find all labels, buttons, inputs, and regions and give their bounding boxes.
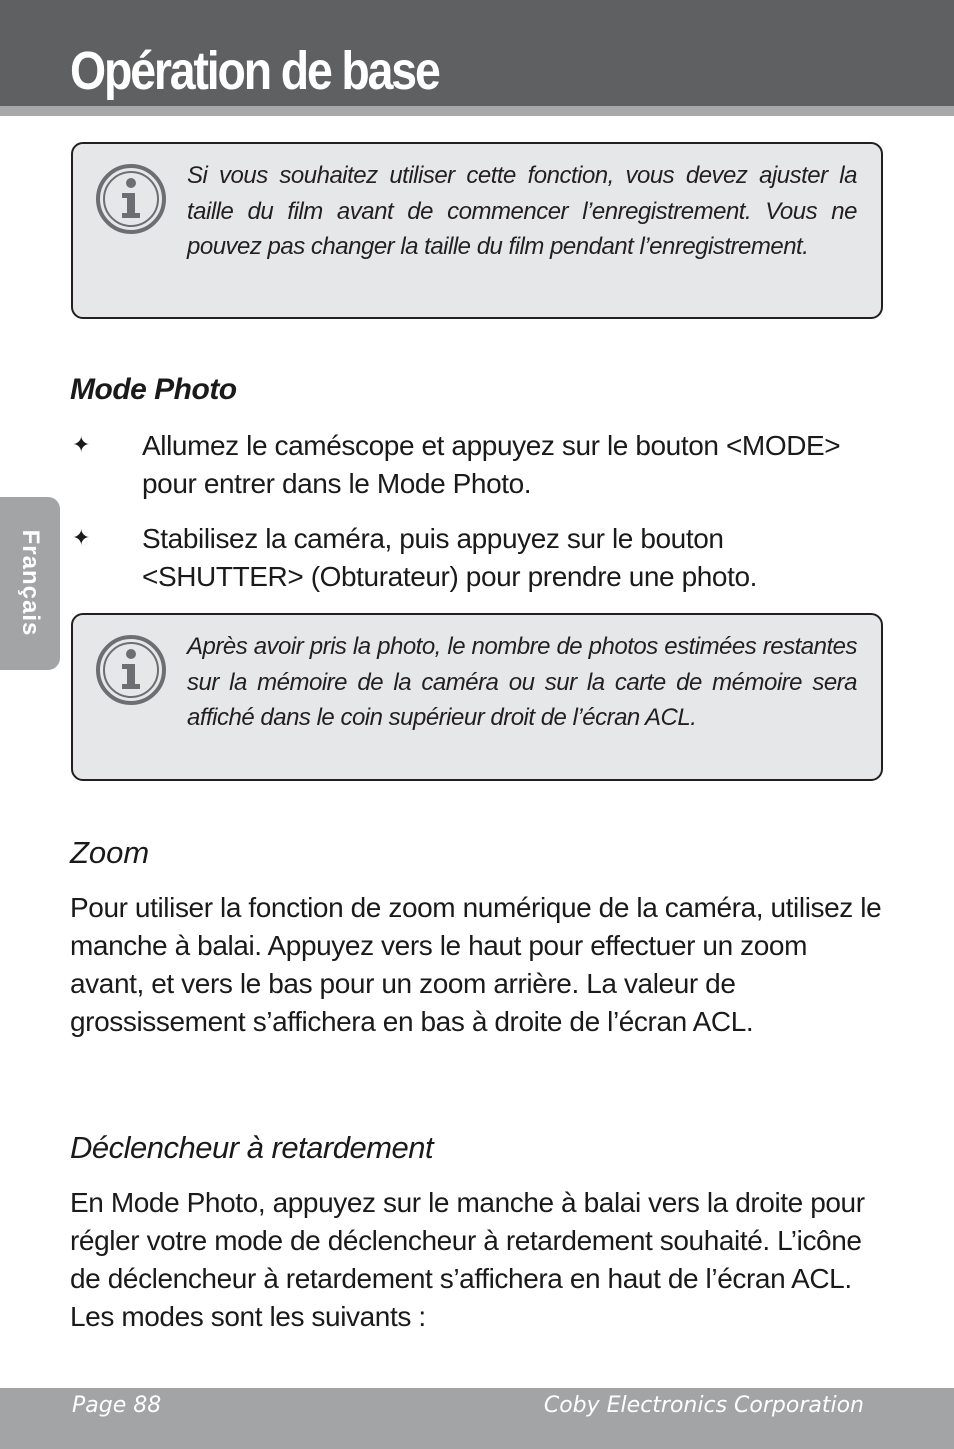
info-icon [95, 634, 167, 706]
section-heading-self-timer: Déclencheur à retardement [70, 1130, 434, 1165]
page-number: Page 88 [72, 1393, 162, 1418]
note-text: Après avoir pris la photo, le nombre de photos estimées restantes sur la mémoire de la caméra ou sur la carte de mémoire sera affiché dans le coin supérieur droit de l’écran ACL. [187, 633, 857, 731]
page-footer [0, 1388, 954, 1449]
page-header [0, 0, 954, 106]
section-heading-mode-photo: Mode Photo [70, 373, 237, 406]
company-name: Coby Electronics Corporation [543, 1393, 864, 1418]
list-item-text: Stabilisez la caméra, puis appuyez sur le bouton <SHUTTER> (Obturateur) pour prendre une photo. [142, 523, 758, 592]
language-tab [0, 497, 60, 670]
page-title: Opération de base [70, 41, 439, 101]
language-tab-label: Français [17, 529, 44, 637]
info-icon [95, 163, 167, 235]
zoom-paragraph: Pour utiliser la fonction de zoom numérique de la caméra, utilisez le manche à balai. Appuyez vers le haut pour effectuer un zoom avant, et vers le bas pour un zoom arrière. La valeur de grossissement s’affichera en bas à droite de l’écran ACL. [70, 892, 882, 1037]
list-item-text: Allumez le caméscope et appuyez sur le bouton <MODE> pour entrer dans le Mode Photo. [142, 430, 841, 499]
note-text: Si vous souhaitez utiliser cette fonction, vous devez ajuster la taille du film avant de commencer l’enregistrement. Vous ne pouvez pas changer la taille du film pendant l’enregistrement. [187, 162, 857, 260]
self-timer-paragraph: En Mode Photo, appuyez sur le manche à balai vers la droite pour régler votre mode de déclencheur à retardement souhaité. L’icône de déclencheur à retardement s’affichera en haut de l’écran ACL. Les modes sont les suivants : [70, 1187, 865, 1332]
section-heading-zoom: Zoom [70, 835, 150, 870]
header-divider [0, 106, 954, 116]
info-note-photo-count [71, 613, 883, 781]
info-note-film-size [71, 142, 883, 319]
star-bullet-icon: ✦ [72, 526, 91, 551]
star-bullet-icon: ✦ [72, 433, 91, 458]
